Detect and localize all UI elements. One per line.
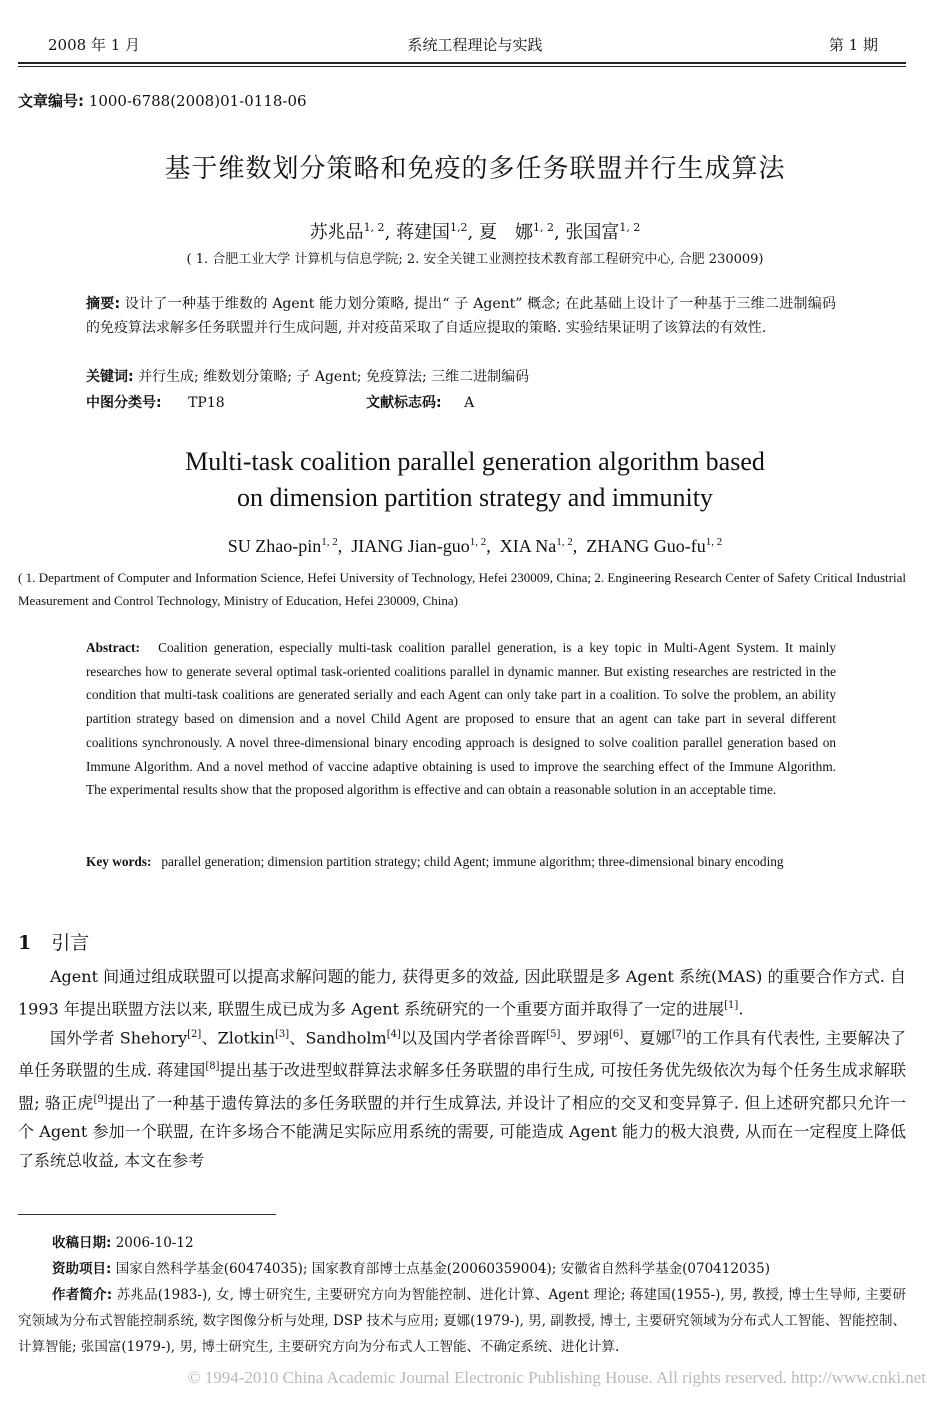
author-aff: 1, 2 [705,536,723,548]
article-number-value: 1000-6788(2008)01-0118-06 [88,92,307,110]
author-en: SU Zhao-pin [227,536,322,556]
author-aff: 1, 2 [619,221,641,234]
citation: [6] [608,1029,624,1040]
para2-text: 国外学者 Shehory [50,1028,188,1048]
citation: [3] [275,1029,290,1040]
title-en [0,444,950,516]
para2-text: 提出基于改进型蚁群算法求解多任务联盟的串行生成, 可按任务优先级依次为每个任务生成求解联盟; 骆正虎 [18,1060,906,1112]
abstract-cn-label: 摘要: [86,296,121,312]
article-number [18,90,307,111]
para1-end: . [738,999,744,1019]
title-cn: 基于维数划分策略和免疫的多任务联盟并行生成算法 [164,154,786,184]
section-title: 引言 [51,932,90,954]
keywords-en [86,850,836,874]
received-value: 2006-10-12 [115,1235,194,1251]
authors-en: SU Zhao-pin$^{1, 2}$, JIANG Jian-guo$^{1, 2}$, XIA Na$^{1, 2}$, ZHANG Guo-fu$^{1, 2}$ [227,536,723,556]
section-number: 1 [18,932,32,954]
para2-text: 、Sandholm [289,1028,387,1048]
affiliation-en: ( 1. Department of Computer and Information Science, Hefei University of Technology, Hefei 230009, China; 2. Engineering Research Center of Safety Critical Industrial Measurement and Control Technology, Ministry of Education, Hefei 230009, China) [18,570,906,608]
author-aff: 1, 2 [556,536,573,548]
abstract-cn-text: 设计了一种基于维数的 Agent 能力划分策略, 提出“ 子 Agent” 概念; 在此基础上设计了一种基于三维二进制编码的免疫算法求解多任务联盟并行生成问题, 并对疫苗采取了自适应提取的策略. 实验结果证明了该算法的有效性. [86,296,837,336]
clc-value: TP18 [188,395,225,411]
author-en: JIANG Jian-guo [351,536,470,556]
para2-text: 提出了一种基于遗传算法的多任务联盟的并行生成算法, 并设计了相应的交叉和变异算子. 但上述研究都只允许一个 Agent 参加一个联盟, 在许多场合不能满足实际应用系统的需要, 可能造成 Agent 能力的极大浪费, 从而在一定程度上降低了系统总收益, 本文在参考 [18,1092,906,1170]
footnote-bio [18,1282,906,1360]
title-en-line2: on dimension partition strategy and immunity [237,483,713,512]
para2-text: 、Zlotkin [201,1028,275,1048]
author-cn: 夏 娜 [478,222,533,243]
title-en-line1: Multi-task coalition parallel generation algorithm based [185,447,765,476]
header-issue: 第 1 期 [828,36,878,54]
abstract-cn [86,292,836,340]
author-aff: 1,2 [450,221,468,234]
citation: [4] [386,1029,401,1040]
paragraph [18,962,906,1023]
received-label: 收稿日期: [52,1235,112,1251]
author-cn: 蒋建国 [396,222,451,243]
para1-text: Agent 间通过组成联盟可以提高求解问题的能力, 获得更多的效益, 因此联盟是多 Agent 系统(MAS) 的重要合作方式. 自 1993 年提出联盟方法以来, 联盟生成已成为多 Agent 系统研究的一个重要方面并取得了一定的进展 [18,967,906,1019]
header-journal: 系统工程理论与实践 [407,36,543,54]
para2-text: 、夏娜 [623,1028,672,1048]
header-rule [18,62,906,64]
funding-value: 国家自然科学基金(60474035); 国家教育部博士点基金(20060359004); 安徽省自然科学基金(070412035) [115,1261,770,1277]
citation: [9] [93,1093,108,1105]
citation: [1] [724,1000,739,1011]
funding-label: 资助项目: [52,1261,112,1277]
abstract-en [86,636,836,802]
author-cn: 张国富 [565,222,620,243]
copyright-notice: © 1994-2010 China Academic Journal Electronic Publishing House. All rights reserved. http://www.cnki.net [187,1368,926,1387]
header-date: 2008 年 1 月 [48,36,141,54]
footnote-funding [52,1256,912,1282]
author-en: XIA Na [499,536,557,556]
paragraph [18,1020,906,1175]
abstract-en-text: Coalition generation, especially multi-task coalition parallel generation, is a key topic in Multi-Agent System. It mainly researches how to generate several optimal task-oriented coalitions parallel in dynamic manner. But existing researches are restricted in the condition that multi-task coalitions are generated serially and each Agent can only take part in a coalition. To solve the problem, an ability partition strategy based on dimension and a novel Child Agent are proposed to ensure that an agent can take part in several different coalitions synchronously. A novel three-dimensional binary encoding approach is designed to solve coalition parallel generation based on Immune Algorithm. And a novel method of vaccine adaptive obtaining is used to improve the searching effect of the Immune Algorithm. The experimental results show that the proposed algorithm is effective and can obtain a reasonable solution in an acceptable time. [86,640,836,798]
citation: [7] [671,1029,686,1040]
citation: [2] [187,1029,202,1040]
bio-value: 苏兆品(1983-), 女, 博士研究生, 主要研究方向为智能控制、进化计算、Agent 理论; 蒋建国(1955-), 男, 教授, 博士生导师, 主要研究领域为分布式智能控制系统, 数字图像分析与处理, DSP 技术与应用; 夏娜(1979-), 男, 副教授, 博士, 主要研究领域为分布式人工智能、智能控制、计算智能; 张国富(1979-), 男, 博士研究生, 主要研究方向为分布式人工智能、不确定系统、进化计算. [18,1287,906,1355]
bio-label: 作者简介: [52,1287,113,1303]
affiliation-cn: ( 1. 合肥工业大学 计算机与信息学院; 2. 安全关键工业测控技术教育部工程研究中心, 合肥 230009) [186,252,764,267]
para2-text: 以及国内学者徐晋晖 [400,1028,547,1048]
doc-value: A [464,395,475,411]
para2-text: 的工作具有代表性, 主要解决了单任务联盟的生成. 蒋建国 [18,1028,906,1080]
keywords-cn-label: 关键词: [86,369,134,385]
keywords-en-label: Key words: [86,854,152,869]
author-aff: 1, 2 [469,536,487,548]
article-number-label: 文章编号: [18,92,84,110]
citation: [8] [205,1061,220,1073]
author-aff: 1, 2 [532,221,554,234]
section-heading [18,928,89,955]
footnote-received [52,1230,940,1256]
author-aff: 1, 2 [363,221,385,234]
citation: [5] [546,1029,561,1040]
abstract-en-label: Abstract: [86,640,140,655]
author-en: ZHANG Guo-fu [586,536,706,556]
clc-number [86,392,225,412]
clc-label: 中图分类号: [86,395,162,411]
header-rule-thin [18,66,906,67]
doc-code [366,392,474,412]
keywords-cn [86,366,836,386]
footnote-rule [18,1214,276,1215]
keywords-en-text: parallel generation; dimension partition strategy; child Agent; immune algorithm; three-dimensional binary encoding [161,854,784,869]
keywords-cn-text: 并行生成; 维数划分策略; 子 Agent; 免疫算法; 三维二进制编码 [138,369,530,385]
para2-text: 、罗翊 [560,1028,609,1048]
authors-cn: 苏兆品$^{1, 2}$, 蒋建国$^{1,2}$, 夏 娜$^{1, 2}$, 张国富$^{1, 2}$ [309,221,641,243]
author-cn: 苏兆品 [309,222,364,243]
author-aff: 1, 2 [321,536,338,548]
doc-label: 文献标志码: [366,395,442,411]
